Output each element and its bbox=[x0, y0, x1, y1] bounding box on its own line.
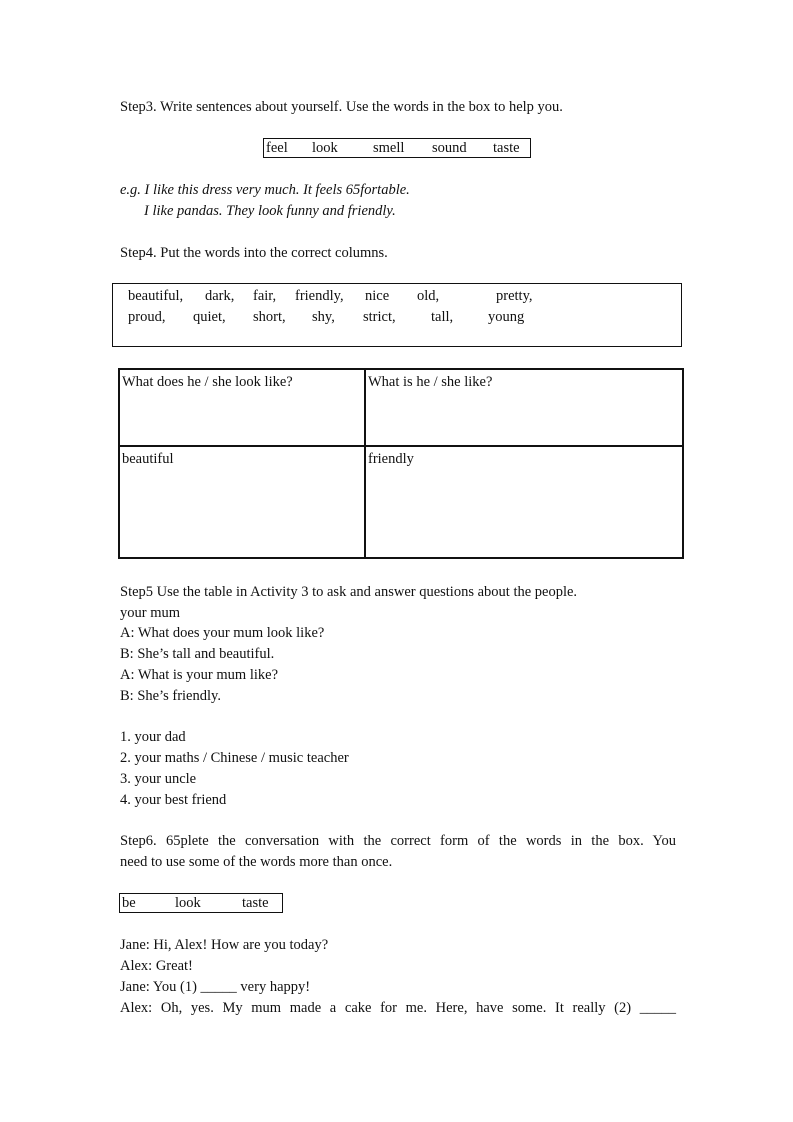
dialogue-line: B: She’s friendly. bbox=[120, 688, 221, 704]
step4-instruction: Step4. Put the words into the correct columns. bbox=[120, 245, 388, 261]
step6-instruction-line2: need to use some of the words more than once. bbox=[120, 854, 393, 870]
list-item: 1. your dad bbox=[120, 729, 186, 745]
dialogue-line: A: What does your mum look like? bbox=[120, 625, 325, 641]
step6-word-box bbox=[119, 893, 283, 913]
word-box-item: short, bbox=[253, 309, 286, 325]
list-item: 3. your uncle bbox=[120, 771, 197, 787]
word-box-item: tall, bbox=[431, 309, 454, 325]
word-box-item: quiet, bbox=[193, 309, 226, 325]
conversation-line: Alex: Great! bbox=[120, 958, 193, 974]
word-box-item: sound bbox=[432, 140, 467, 156]
step6-instruction-line1: Step6. 65plete the conversation with the correct form of the words in the box. You bbox=[120, 833, 676, 849]
word-box-item: beautiful, bbox=[128, 288, 184, 304]
word-box-item: old, bbox=[417, 288, 440, 304]
word-box-item: taste bbox=[493, 140, 520, 156]
step3-example-2: I like pandas. They look funny and friendly. bbox=[144, 203, 396, 219]
word-box-item: feel bbox=[266, 140, 288, 156]
word-box-item: look bbox=[175, 895, 201, 911]
step5-example-subject: your mum bbox=[120, 605, 181, 621]
table-header-appearance: What does he / she look like? bbox=[119, 369, 365, 446]
word-box-item: pretty, bbox=[496, 288, 533, 304]
word-box-item: nice bbox=[365, 288, 390, 304]
table-header-personality: What is he / she like? bbox=[365, 369, 683, 446]
step4-word-box bbox=[112, 283, 682, 347]
word-box-item: fair, bbox=[253, 288, 277, 304]
word-box-item: proud, bbox=[128, 309, 166, 325]
list-item: 2. your maths / Chinese / music teacher bbox=[120, 750, 349, 766]
word-box-item: taste bbox=[242, 895, 269, 911]
word-box-item: smell bbox=[373, 140, 405, 156]
word-box-item: be bbox=[122, 895, 136, 911]
word-box-item: look bbox=[312, 140, 338, 156]
conversation-line: Jane: You (1) _____ very happy! bbox=[120, 979, 311, 995]
table-cell-appearance: beautiful bbox=[119, 446, 365, 558]
conversation-line: Alex: Oh, yes. My mum made a cake for me. Here, have some. It really (2) _____ bbox=[120, 1000, 676, 1016]
conversation-line: Jane: Hi, Alex! How are you today? bbox=[120, 937, 329, 953]
step3-instruction: Step3. Write sentences about yourself. Use the words in the box to help you. bbox=[120, 99, 563, 115]
step4-columns-table bbox=[118, 368, 684, 559]
step3-example-1: e.g. I like this dress very much. It feels 65fortable. bbox=[120, 182, 410, 198]
dialogue-line: B: She’s tall and beautiful. bbox=[120, 646, 275, 662]
table-cell-personality: friendly bbox=[365, 446, 683, 558]
word-box-item: shy, bbox=[312, 309, 335, 325]
step3-word-box bbox=[263, 138, 531, 158]
dialogue-line: A: What is your mum like? bbox=[120, 667, 278, 683]
word-box-item: dark, bbox=[205, 288, 235, 304]
word-box-item: friendly, bbox=[295, 288, 344, 304]
word-box-item: strict, bbox=[363, 309, 396, 325]
step5-instruction: Step5 Use the table in Activity 3 to ask and answer questions about the people. bbox=[120, 584, 578, 600]
list-item: 4. your best friend bbox=[120, 792, 227, 808]
word-box-item: young bbox=[488, 309, 525, 325]
